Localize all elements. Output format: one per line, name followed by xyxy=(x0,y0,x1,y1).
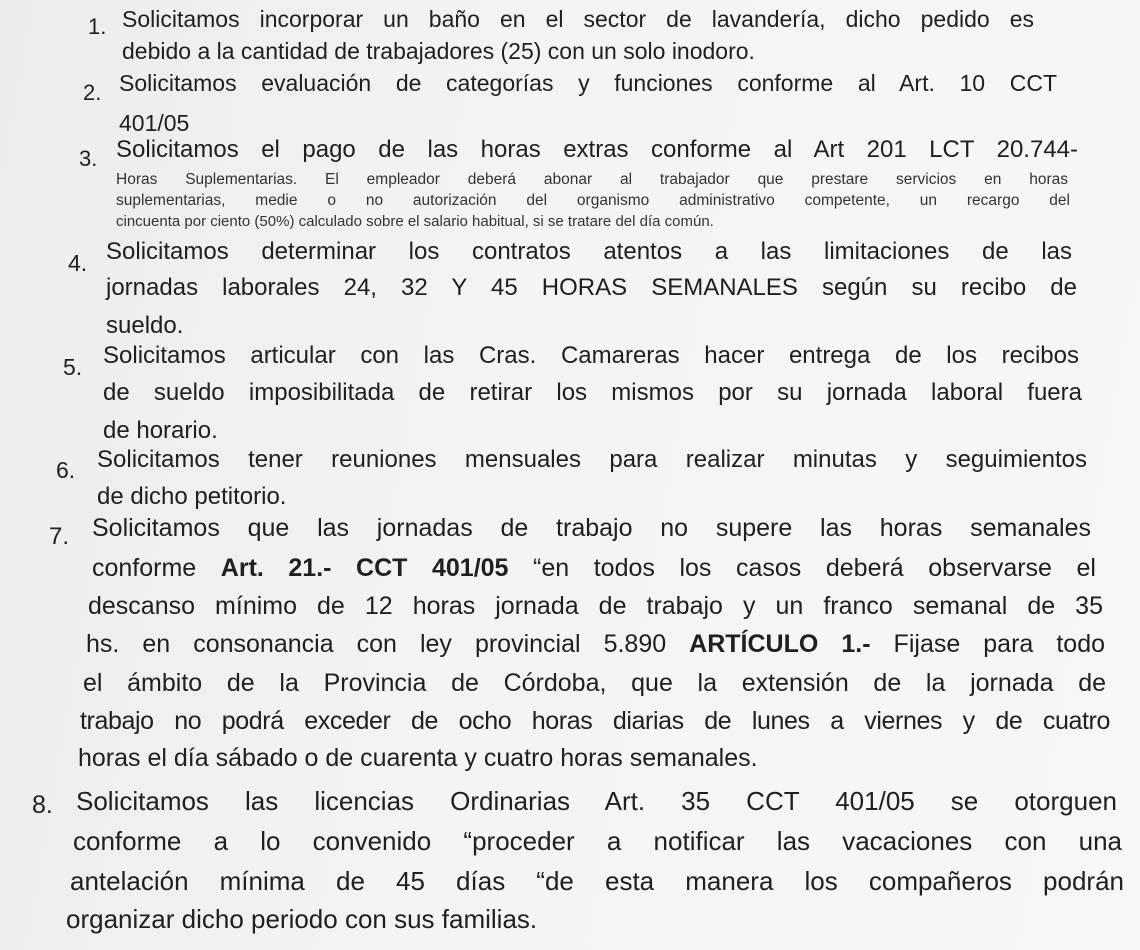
item-text-line: Solicitamos articular con las Cras. Camareras hacer entrega de los recibos xyxy=(103,342,1079,369)
item-text-line: sueldo. xyxy=(106,312,184,339)
item-text-line: descanso mínimo de 12 horas jornada de trabajo y un franco semanal de 35 xyxy=(88,592,1103,620)
item-text-line: Solicitamos las licencias Ordinarias Art. 35 CCT 401/05 se otorguen xyxy=(76,786,1117,816)
item-text-line: Solicitamos incorporar un baño en el sector de lavandería, dicho pedido es xyxy=(122,6,1034,32)
item-text-line: jornadas laborales 24, 32 Y 45 HORAS SEMANALES según su recibo de xyxy=(106,274,1077,301)
item-text-line: el ámbito de la Provincia de Córdoba, que la extensión de la jornada de xyxy=(83,669,1106,697)
item-text-line: Solicitamos que las jornadas de trabajo no supere las horas semanales xyxy=(92,514,1091,542)
item-text-line: 401/05 xyxy=(119,110,190,136)
item-text-line: de horario. xyxy=(103,417,218,444)
item-number: 7. xyxy=(49,523,70,550)
item-text-line: de dicho petitorio. xyxy=(97,483,287,510)
item-quote-line: cincuenta por ciento (50%) calculado sobre el salario habitual, si se tratare del día común. xyxy=(116,213,714,230)
item-number: 2. xyxy=(83,80,102,105)
item-text-line: Solicitamos tener reuniones mensuales para realizar minutas y seguimientos xyxy=(97,446,1087,473)
item-number: 5. xyxy=(63,354,83,380)
item-text-line: de sueldo imposibilitada de retirar los mismos por su jornada laboral fuera xyxy=(103,379,1082,406)
item-text-line: organizar dicho periodo con sus familias. xyxy=(66,904,538,934)
item-text-line: debido a la cantidad de trabajadores (25) con un solo inodoro. xyxy=(122,38,755,64)
item-text-line: conforme a lo convenido “proceder a notificar las vacaciones con una xyxy=(73,826,1122,856)
item-number: 6. xyxy=(56,457,76,483)
item-text-line: hs. en consonancia con ley provincial 5.890 ARTÍCULO 1.- Fijase para todo xyxy=(86,630,1105,658)
item-number: 3. xyxy=(79,146,98,171)
item-text-line: trabajo no podrá exceder de ocho horas diarias de lunes a viernes y de cuatro xyxy=(80,707,1110,735)
item-quote-line: Horas Suplementarias. El empleador deberá abonar al trabajador que prestare servicios en horas xyxy=(116,171,1068,188)
item-text-line: conforme Art. 21.- CCT 401/05 “en todos los casos deberá observarse el xyxy=(92,554,1096,582)
item-number: 4. xyxy=(68,250,88,276)
article-reference: Art. 21.- CCT 401/05 xyxy=(220,554,509,582)
item-number: 1. xyxy=(88,14,107,39)
item-text-line: horas el día sábado o de cuarenta y cuatro horas semanales. xyxy=(78,744,758,772)
item-number: 8. xyxy=(32,791,53,819)
article-reference: ARTÍCULO 1.- xyxy=(689,630,871,658)
item-text-line: Solicitamos determinar los contratos atentos a las limitaciones de las xyxy=(106,238,1072,265)
item-text-line: Solicitamos el pago de las horas extras conforme al Art 201 LCT 20.744- xyxy=(116,136,1078,163)
item-quote-line: suplementarias, medie o no autorización del organismo administrativo competente, un recargo del xyxy=(116,192,1070,209)
item-text-line: Solicitamos evaluación de categorías y funciones conforme al Art. 10 CCT xyxy=(119,70,1057,96)
item-text-line: antelación mínima de 45 días “de esta manera los compañeros podrán xyxy=(70,866,1124,896)
